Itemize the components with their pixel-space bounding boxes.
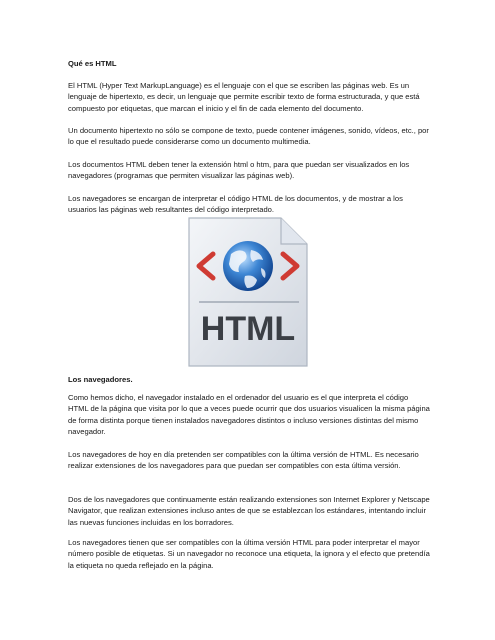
paragraph-5: Como hemos dicho, el navegador instalado en el ordenador del usuario es el que interpreta el código HTML de la página que visita por lo que a veces puede ocurrir que dos usuarios visualicen la misma página de forma distinta porque tienen instalados navegadores distintos o incluso versiones distintas del mismo navegador. [68, 393, 430, 436]
heading-que-es-html: Qué es HTML [68, 59, 117, 68]
paragraph-8: Los navegadores tienen que ser compatibles con la última versión HTML para poder interpretar el mayor número posible de etiquetas. Si un navegador no reconoce una etiqueta, la ignora y el efecto que pretendía la etiqueta no queda reflejado en la página. [68, 538, 430, 570]
paragraph-2: Un documento hipertexto no sólo se compone de texto, puede contener imágenes, sonido, vídeos, etc., por lo que el resultado puede considerarse como un documento multimedia. [68, 126, 429, 147]
paragraph-6: Los navegadores de hoy en día pretenden ser compatibles con la última versión de HTML. Es necesario realizar extensiones de los navegadores para que puedan ser compatibles con esta última versión. [68, 450, 419, 471]
paragraph-7: Dos de los navegadores que continuamente están realizando extensiones son Internet Explorer y Netscape Navigator, que realizan extensiones incluso antes de que se establezcan los estándares, intentando incluir las nuevas funciones incluidas en los borradores. [68, 495, 430, 527]
heading-los-navegadores: Los navegadores. [68, 375, 133, 384]
html-file-icon [187, 216, 309, 368]
paragraph-3: Los documentos HTML deben tener la extensión html o htm, para que puedan ser visualizados en los navegadores (programas que permiten visualizar las páginas web). [68, 160, 410, 181]
paragraph-1: El HTML (Hyper Text MarkupLanguage) es el lenguaje con el que se escriben las páginas web. Es un lenguaje de hipertexto, es decir, un lenguaje que permite escribir texto de forma estructurada, y que está compuesto por etiquetas, que marcan el inicio y el fin de cada elemento del documento. [68, 81, 420, 113]
html-icon-label: HTML [200, 310, 296, 348]
paragraph-4: Los navegadores se encargan de interpretar el código HTML de los documentos, y de mostrar a los usuarios las páginas web resultantes del código interpretado. [68, 194, 403, 215]
